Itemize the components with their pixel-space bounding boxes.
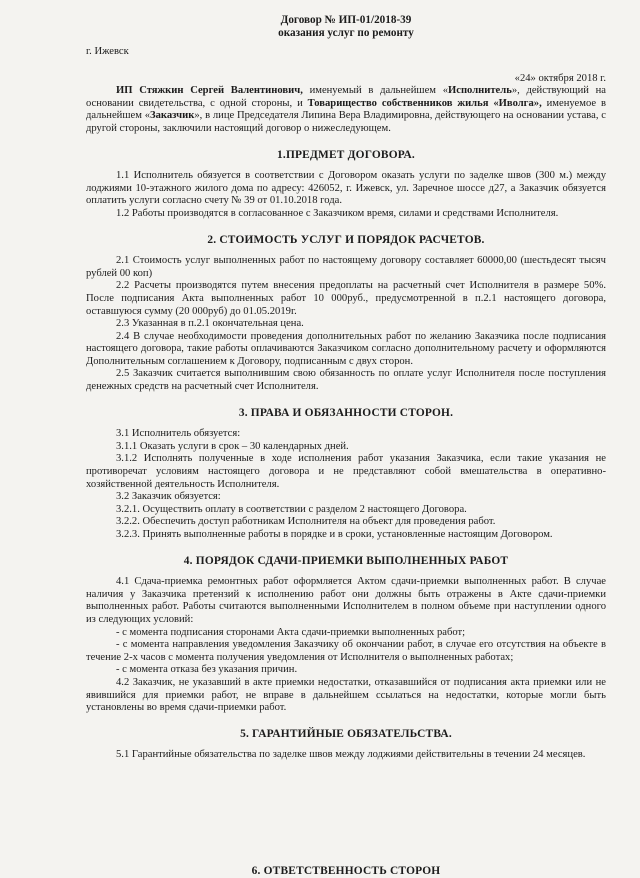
clause-1-1: 1.1 Исполнитель обязуется в соответствии с Договором оказать услуги по заделке швов (300 м.) между лоджиями 10-этажного жилого дома по адресу: 426052, г. Ижевск, ул. Заречное шоссе д27, а Заказчик обязуется оплатить услуги согласно счету № 39 от 01.10.2018 года. [86,170,606,207]
clause-3-1: 3.1 Исполнитель обязуется: [116,428,241,440]
clause-3-1-2: 3.1.2 Исполнять полученные в ходе исполнения работ указания Заказчика, если такие указания не противоречат условиям настоящего договора и не представляют собой вмешательства в оперативно-хозяйственной деятельность Исполнителя. [86,453,606,490]
clause-3-1-1: 3.1.1 Оказать услуги в срок – 30 календарных дней. [116,440,349,452]
clause-4-1: 4.1 Сдача-приемка ремонтных работ оформляется Актом сдачи-приемки выполненных работ. В случае наличия у Заказчика претензий к исполнению работ они должны быть отражены в Акте сдачи-приемки выполненных работ. Работы считаются выполненными Исполнителем в полном объеме при наступлении одного из следующих условий: [86,576,606,625]
clause-4-2: 4.2 Заказчик, не указавший в акте приемки недостатки, отказавшийся от подписания акта приемки или не явившийся для приемки работ, не вправе в дальнейшем ссылаться на недостатки, которые могли быть установлены во время сдачи-приемки работ. [86,676,606,714]
clause-2-2: 2.2 Расчеты производятся путем внесения предоплаты на расчетный счет Исполнителя в размере 50%. После подписания Акта выполненных работ 10 000руб., предусмотренной в п.2.1 настоящего договора, оставшуюся сумму (20 000руб) до 01.05.2019г. [86,280,606,317]
clause-4-1-a: - с момента подписания сторонами Акта сдачи-приемки выполненных работ; [116,626,466,638]
contract-title: Договор № ИП-01/2018-39 [280,14,412,26]
clause-5-1: 5.1 Гарантийные обязательства по заделке швов между лоджиями действительны в течении 24 месяцев. [116,749,586,761]
contract-subtitle: оказания услуг по ремонту [278,27,414,39]
customer-role: Заказчик [150,110,195,122]
clause-3-2-3: 3.2.3. Принять выполненные работы в порядке и в сроки, установленные настоящим Договором. [116,529,553,540]
section-6-heading: 6. ОТВЕТСТВЕННОСТЬ СТОРОН [251,865,441,877]
clause-4-1-c: - с момента отказа без указания причин. [116,664,298,676]
section-4-heading: 4. ПОРЯДОК СДАЧИ-ПРИЕМКИ ВЫПОЛНЕННЫХ РАБОТ [183,554,509,567]
clause-3-2: 3.2 Заказчик обязуется: [116,491,221,503]
section-1-heading: 1.ПРЕДМЕТ ДОГОВОРА. [277,148,415,161]
clause-2-1: 2.1 Стоимость услуг выполненных работ по настоящему договору составляет 60000,00 (шестьдесят тысяч рублей 00 коп) [86,255,606,279]
clause-2-3: 2.3 Указанная в п.2.1 окончательная цена. [116,318,304,330]
section-5-heading: 5. ГАРАНТИЙНЫЕ ОБЯЗАТЕЛЬСТВА. [240,727,452,740]
clause-2-4: 2.4 В случае необходимости проведения дополнительных работ по желанию Заказчика после подписания настоящего договора, такие работы оплачиваются Заказчиком согласно дополнительному расчету и оформляются Дополнительным соглашением к Договору, подписанным с двух сторон. [86,330,606,367]
section-3-heading: 3. ПРАВА И ОБЯЗАННОСТИ СТОРОН. [238,406,454,419]
contract-city: г. Ижевск [86,46,129,57]
preamble: ИП Стяжкин Сергей Валентинович, именуемый в дальнейшем «Исполнитель», действующий на основании свидетельства, с одной стороны, и Товарищество собственников жилья «Иволга», именуемое в дальнейшем «Заказчик», в лице Председателя Липина Вера Владимировна, действующего на основании устава, с другой стороны, заключили настоящий договор о нижеследующем. [86,85,607,134]
clause-3-2-2: 3.2.2. Обеспечить доступ работникам Исполнителя на объект для проведения работ. [116,516,496,528]
contract-date: «24» октября 2018 г. [514,72,606,84]
clause-4-1-b: - с момента направления уведомления Заказчику об окончании работ, в случае его отсутствия на объекте в течение 2-х часов с момента получения уведомления от Исполнителя о выполненных работах; [86,639,606,663]
customer-name: Товарищество собственников жилья «Иволга», [307,97,542,109]
executor-name: ИП Стяжкин Сергей Валентинович, [116,85,303,97]
section-2-heading: 2. СТОИМОСТЬ УСЛУГ И ПОРЯДОК РАСЧЕТОВ. [207,233,485,246]
executor-role: Исполнитель [448,85,512,97]
clause-3-2-1: 3.2.1. Осуществить оплату в соответствии с разделом 2 настоящего Договора. [116,503,467,515]
clause-1-2: 1.2 Работы производятся в согласованное с Заказчиком время, силами и средствами Исполнителя. [116,207,559,219]
clause-2-5: 2.5 Заказчик считается выполнившим свою обязанность по оплате услуг Исполнителя после поступления денежных средств на расчетный счет Исполнителя. [86,368,606,393]
